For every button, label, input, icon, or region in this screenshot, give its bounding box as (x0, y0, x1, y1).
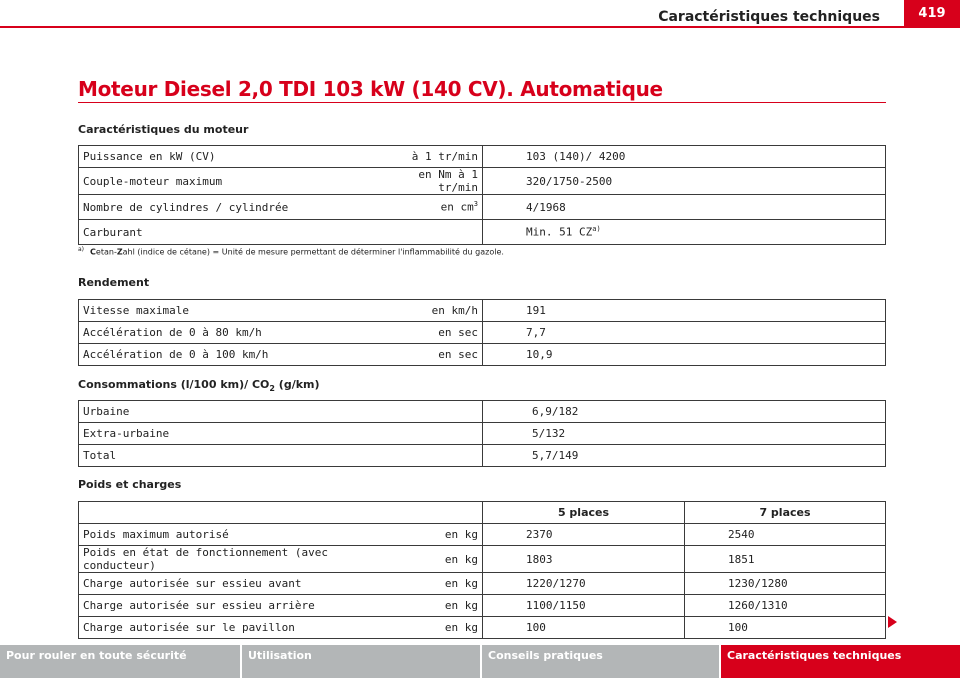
table-row (79, 300, 886, 322)
row-unit (379, 195, 483, 220)
row-label: Couple-moteur maximum (79, 168, 379, 195)
row-value-5: 1100/1150 (483, 595, 685, 617)
footnote-ref: a) (592, 225, 601, 234)
consumption-heading-b: (g/km) (274, 378, 320, 391)
row-label: Carburant (79, 220, 379, 245)
row-value: 6,9/182 (483, 401, 886, 423)
row-label: Charge autorisée sur essieu avant (79, 573, 379, 595)
row-label: Urbaine (79, 401, 483, 423)
table-row (79, 595, 886, 617)
unit-text: en cm (440, 200, 474, 214)
row-unit (379, 220, 483, 245)
row-value (483, 220, 886, 245)
table-row (79, 401, 886, 423)
page-number-badge: 419 (904, 0, 960, 28)
row-unit: en Nm à 1 tr/min (379, 168, 483, 195)
row-label: Vitesse maximale (79, 300, 379, 322)
footer-tab-conseils[interactable]: Conseils pratiques (482, 645, 721, 678)
table-row (79, 195, 886, 220)
row-label: Total (79, 445, 483, 467)
col-header-5-places: 5 places (483, 502, 685, 524)
row-value-7: 1260/1310 (685, 595, 886, 617)
footer-nav (0, 645, 960, 678)
table-row (79, 445, 886, 467)
row-value-7: 100 (685, 617, 886, 639)
row-value: 103 (140)/ 4200 (483, 146, 886, 168)
page-title: Moteur Diesel 2,0 TDI 103 kW (140 CV). Automatique (78, 77, 663, 101)
footer-tab-utilisation[interactable]: Utilisation (242, 645, 482, 678)
row-value-5: 2370 (483, 524, 685, 546)
table-row (79, 573, 886, 595)
engine-heading: Caractéristiques du moteur (78, 123, 249, 136)
table-row (79, 220, 886, 245)
row-value: 5,7/149 (483, 445, 886, 467)
unit-superscript: 3 (473, 200, 478, 209)
row-value-7: 1230/1280 (685, 573, 886, 595)
row-label: Charge autorisée sur le pavillon (79, 617, 379, 639)
table-row (79, 546, 886, 573)
table-row (79, 322, 886, 344)
weights-heading: Poids et charges (78, 478, 182, 491)
row-unit: en km/h (379, 300, 483, 322)
row-unit: en kg (379, 573, 483, 595)
row-value-5: 1220/1270 (483, 573, 685, 595)
row-unit: en sec (379, 344, 483, 366)
next-page-arrow-icon[interactable] (888, 616, 897, 628)
row-value-5: 1803 (483, 546, 685, 573)
row-unit: en sec (379, 322, 483, 344)
running-header-title: Caractéristiques techniques (658, 9, 880, 25)
row-unit: en kg (379, 524, 483, 546)
row-unit: à 1 tr/min (379, 146, 483, 168)
weights-table (78, 501, 886, 639)
footnote-bold-c: C (90, 247, 96, 257)
header-rule (0, 26, 960, 28)
row-unit: en kg (379, 546, 483, 573)
footnote-marker: a) (78, 246, 85, 253)
footnote-etan: etan- (95, 247, 117, 257)
row-unit: en kg (379, 617, 483, 639)
table-row (79, 617, 886, 639)
table-row (79, 524, 886, 546)
row-label: Puissance en kW (CV) (79, 146, 379, 168)
row-label: Accélération de 0 à 100 km/h (79, 344, 379, 366)
footnote (78, 246, 504, 257)
row-value-5: 100 (483, 617, 685, 639)
performance-heading: Rendement (78, 276, 150, 289)
consumption-table (78, 400, 886, 467)
row-value: 10,9 (483, 344, 886, 366)
row-value: 320/1750-2500 (483, 168, 886, 195)
row-label: Extra-urbaine (79, 423, 483, 445)
row-label: Poids en état de fonctionnement (avec conducteur) (79, 546, 379, 573)
row-label: Charge autorisée sur essieu arrière (79, 595, 379, 617)
table-header-row (79, 502, 886, 524)
row-value-7: 1851 (685, 546, 886, 573)
row-label: Nombre de cylindres / cylindrée (79, 195, 379, 220)
table-row (79, 423, 886, 445)
footer-tab-securite[interactable]: Pour rouler en toute sécurité (0, 645, 242, 678)
empty-header-cell (79, 502, 483, 524)
footnote-text: ahl (indice de cétane) = Unité de mesure permettant de déterminer l'inflammabilité du gazole. (122, 247, 504, 257)
row-value-7: 2540 (685, 524, 886, 546)
performance-table (78, 299, 886, 366)
consumption-heading-a: Consommations (l/100 km)/ CO (78, 378, 270, 391)
row-value: 7,7 (483, 322, 886, 344)
col-header-7-places: 7 places (685, 502, 886, 524)
consumption-heading-sub: 2 (269, 384, 275, 394)
footer-tab-caracteristiques[interactable]: Caractéristiques techniques (721, 645, 960, 678)
row-label: Poids maximum autorisé (79, 524, 379, 546)
row-label: Accélération de 0 à 80 km/h (79, 322, 379, 344)
engine-table (78, 145, 886, 245)
table-row (79, 344, 886, 366)
row-value: 4/1968 (483, 195, 886, 220)
table-row (79, 168, 886, 195)
title-rule (78, 102, 886, 103)
value-text: Min. 51 CZ (526, 225, 593, 239)
consumption-heading (78, 378, 320, 393)
row-unit: en kg (379, 595, 483, 617)
table-row (79, 146, 886, 168)
footnote-bold-z: Z (116, 247, 123, 257)
row-value: 5/132 (483, 423, 886, 445)
row-value: 191 (483, 300, 886, 322)
